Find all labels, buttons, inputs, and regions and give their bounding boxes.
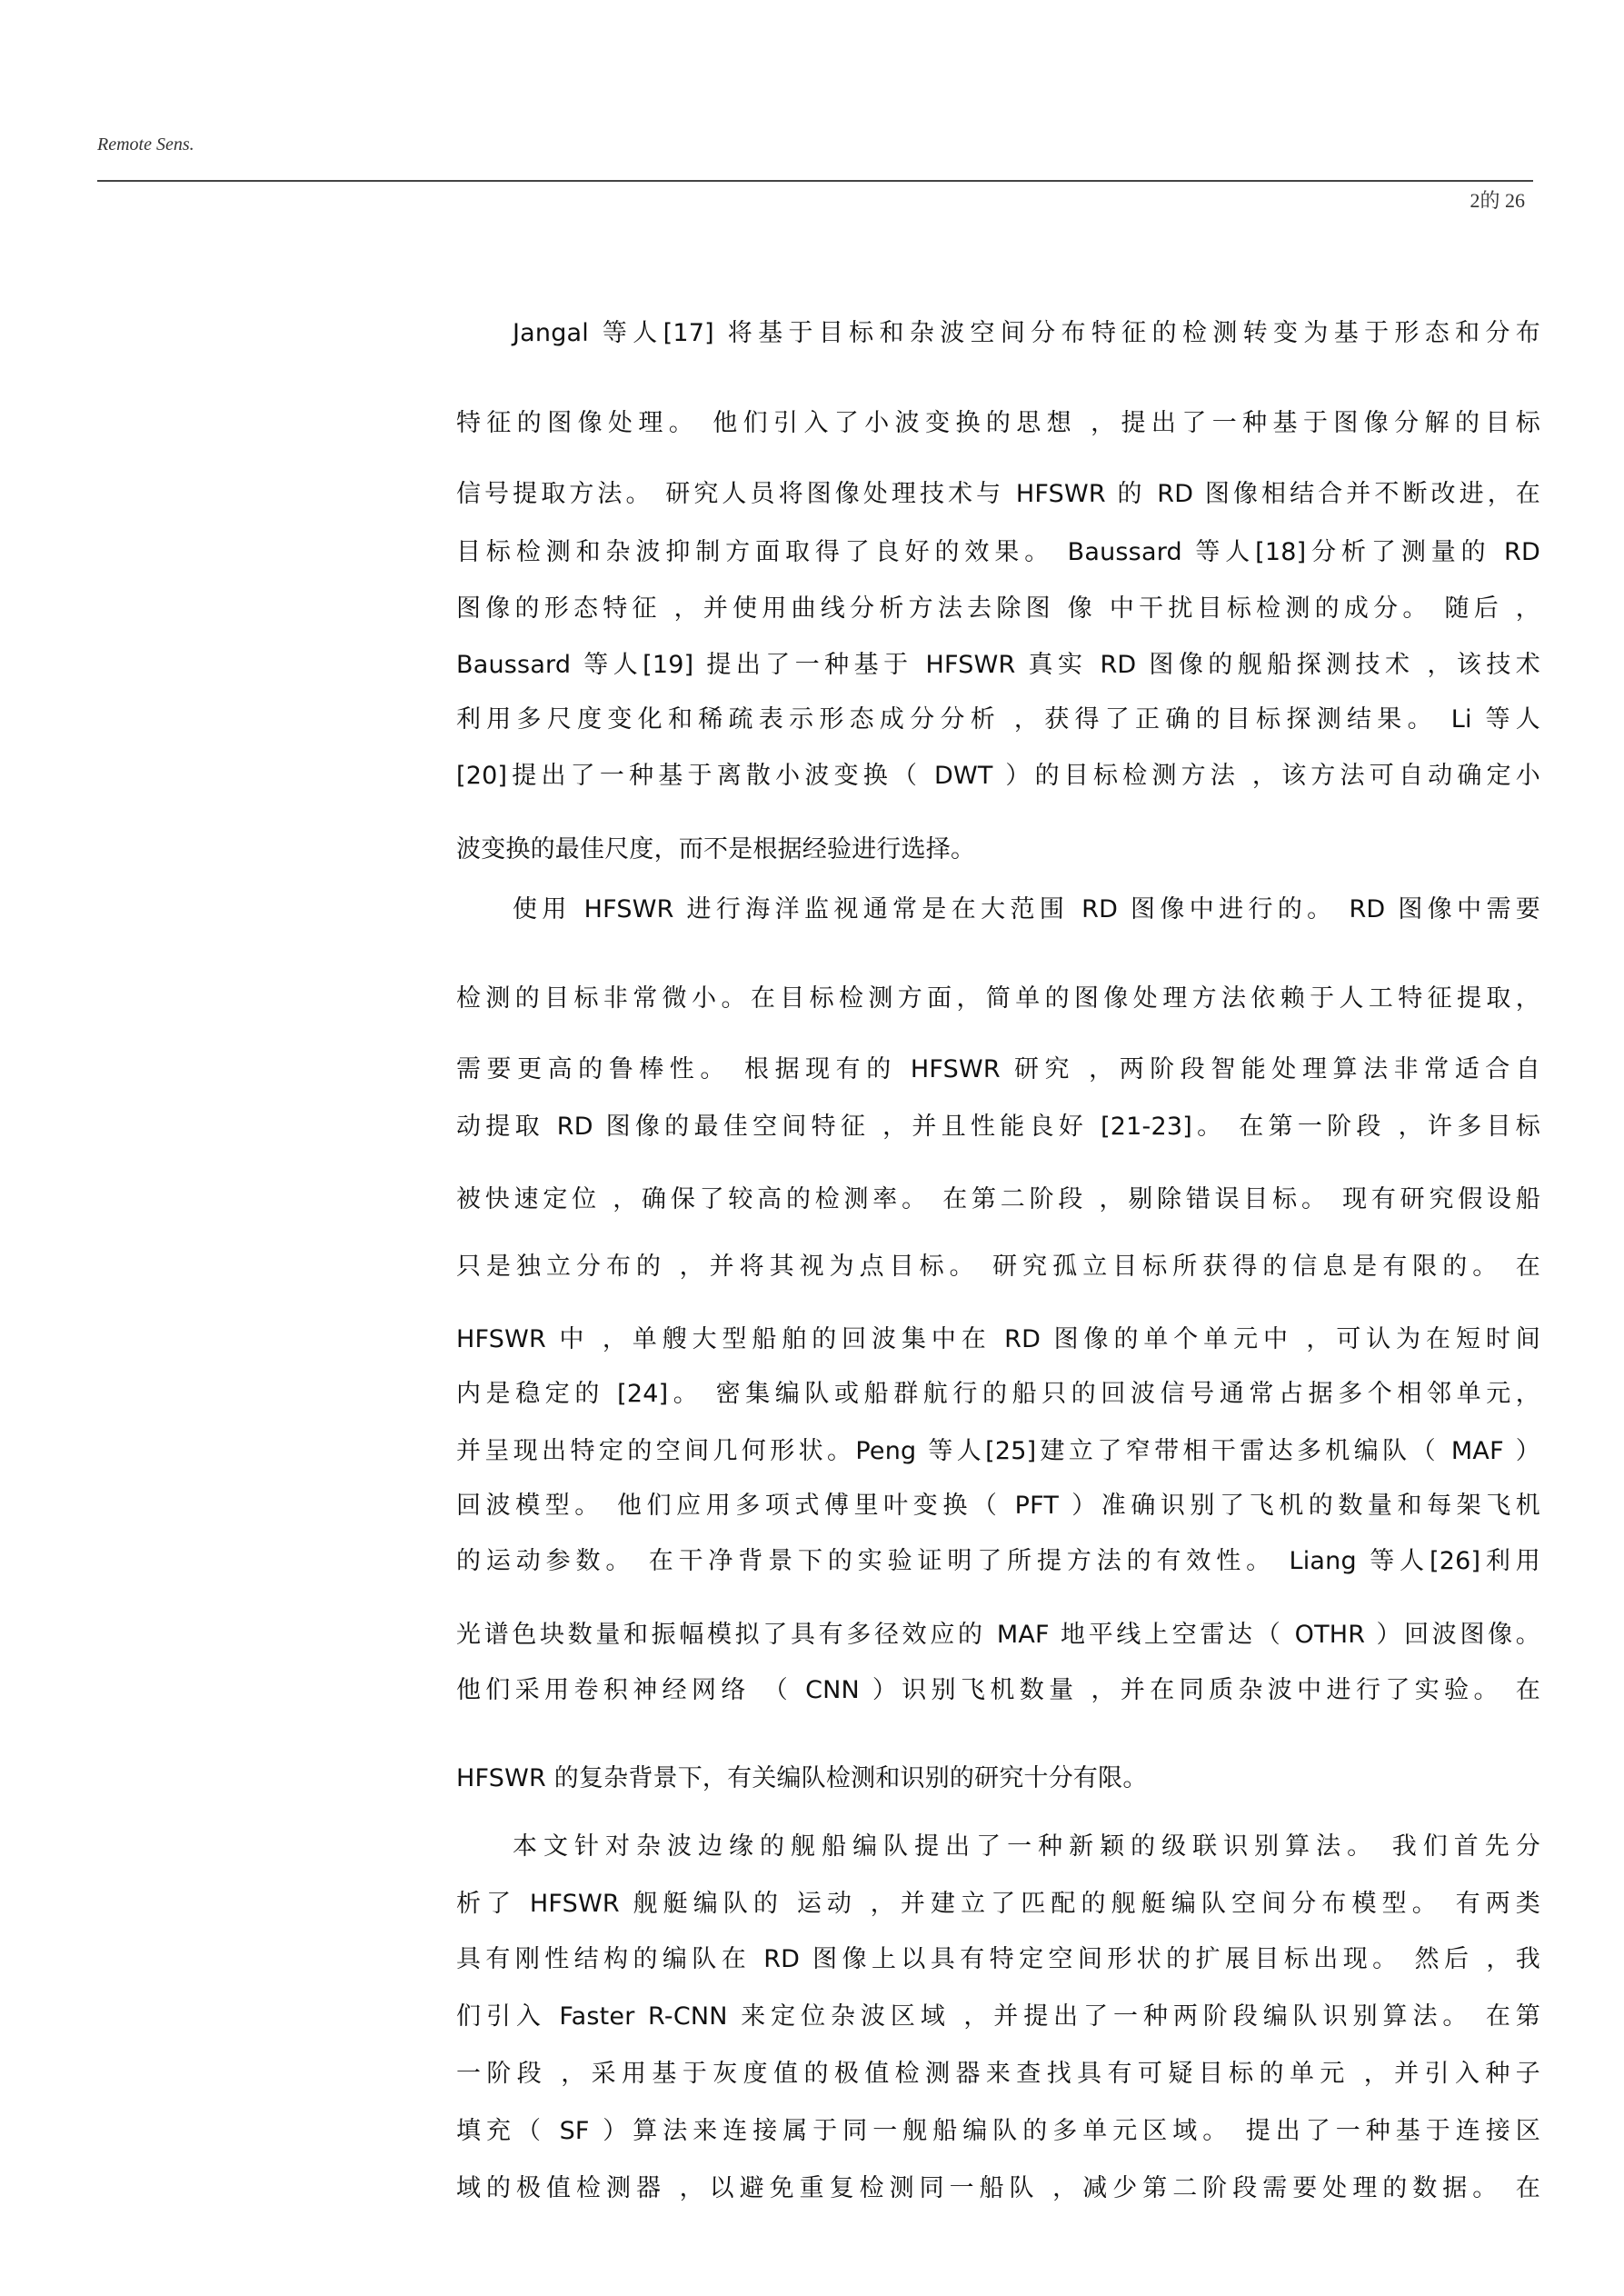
paragraph-line: 析了 HFSWR 舰艇编队的 运动 ，并建立了匹配的舰艇编队空间分布模型。 有两类 [456,1890,1540,1918]
paragraph-line: 光谱色块数量和振幅模拟了具有多径效应的 MAF 地平线上空雷达（ OTHR ）回波图像。 [456,1621,1540,1649]
paragraph-line: HFSWR 的复杂背景下，有关编队检测和识别的研究十分有限。 [456,1764,1148,1792]
paragraph-line: 的运动参数。 在干净背景下的实验证明了所提方法的有效性。 Liang 等人[26]利用 [456,1547,1540,1575]
paragraph-line: 们引入 Faster R-CNN 来定位杂波区域 ，并提出了一种两阶段编队识别算法。 在第 [456,2002,1540,2031]
paragraph-line: 特征的图像处理。 他们引入了小波变换的思想 ，提出了一种基于图像分解的目标 [456,409,1540,437]
paragraph-line: 检测的目标非常微小。在目标检测方面，简单的图像处理方法依赖于人工特征提取， [456,984,1540,1013]
paragraph-line: 域的极值检测器 ，以避免重复检测同一船队 ，减少第二阶段需要处理的数据。 在 [456,2174,1540,2202]
paragraph-line: 内是稳定的 [24]。 密集编队或船群航行的船只的回波信号通常占据多个相邻单元， [456,1380,1540,1408]
paragraph-line: 只是独立分布的 ，并将其视为点目标。 研究孤立目标所获得的信息是有限的。 在 [456,1253,1540,1281]
paragraph-line: 动提取 RD 图像的最佳空间特征 ，并且性能良好 [21-23]。 在第一阶段 ，许多目标 [456,1113,1540,1141]
paragraph-line: 回波模型。 他们应用多项式傅里叶变换（ PFT ）准确识别了飞机的数量和每架飞机 [456,1492,1540,1520]
paragraph-line: HFSWR 中 ，单艘大型船舶的回波集中在 RD 图像的单个单元中 ，可认为在短时间 [456,1325,1540,1353]
paragraph-line: 填充（ SF ）算法来连接属于同一舰船编队的多单元区域。 提出了一种基于连接区 [456,2117,1540,2145]
paragraph-line: 并呈现出特定的空间几何形状。Peng 等人[25]建立了窄带相干雷达多机编队（ MAF ） [456,1437,1540,1465]
paragraph-line: 信号提取方法。 研究人员将图像处理技术与 HFSWR 的 RD 图像相结合并不断改进，在 [456,480,1540,508]
paragraph-line: Jangal 等人[17] 将基于目标和杂波空间分布特征的检测转变为基于形态和分布 [513,319,1540,347]
paragraph-line: Baussard 等人[19] 提出了一种基于 HFSWR 真实 RD 图像的舰船探测技术 ，该技术 [456,651,1540,679]
paragraph-line: 图像的形态特征 ，并使用曲线分析方法去除图 像 中干扰目标检测的成分。 随后 ， [456,594,1540,623]
journal-name: Remote Sens. [97,135,194,155]
paragraph-line: 波变换的最佳尺度，而不是根据经验进行选择。 [456,835,976,863]
paragraph-line: 目标检测和杂波抑制方面取得了良好的效果。 Baussard 等人[18]分析了测量的 RD [456,538,1540,566]
paragraph-line: 利用多尺度变化和稀疏表示形态成分分析 ，获得了正确的目标探测结果。 Li 等人 [456,705,1540,734]
paragraph-line: 使用 HFSWR 进行海洋监视通常是在大范围 RD 图像中进行的。 RD 图像中需要 [513,895,1540,923]
paragraph-line: 具有刚性结构的编队在 RD 图像上以具有特定空间形状的扩展目标出现。 然后 ，我 [456,1945,1540,1973]
header-rule [97,180,1533,182]
paragraph-line: [20]提出了一种基于离散小波变换（ DWT ）的目标检测方法 ，该方法可自动确定小 [456,762,1540,790]
paragraph-line: 他们采用卷积神经网络 （ CNN ）识别飞机数量 ，并在同质杂波中进行了实验。 在 [456,1676,1540,1704]
paragraph-line: 本文针对杂波边缘的舰船编队提出了一种新颖的级联识别算法。 我们首先分 [513,1832,1540,1861]
paragraph-line: 需要更高的鲁棒性。 根据现有的 HFSWR 研究 ，两阶段智能处理算法非常适合自 [456,1055,1540,1083]
paragraph-line: 一阶段 ，采用基于灰度值的极值检测器来查找具有可疑目标的单元 ，并引入种子 [456,2060,1540,2088]
page-number: 2的 26 [1470,189,1525,212]
paragraph-line: 被快速定位 ，确保了较高的检测率。 在第二阶段 ，剔除错误目标。 现有研究假设船 [456,1185,1540,1213]
